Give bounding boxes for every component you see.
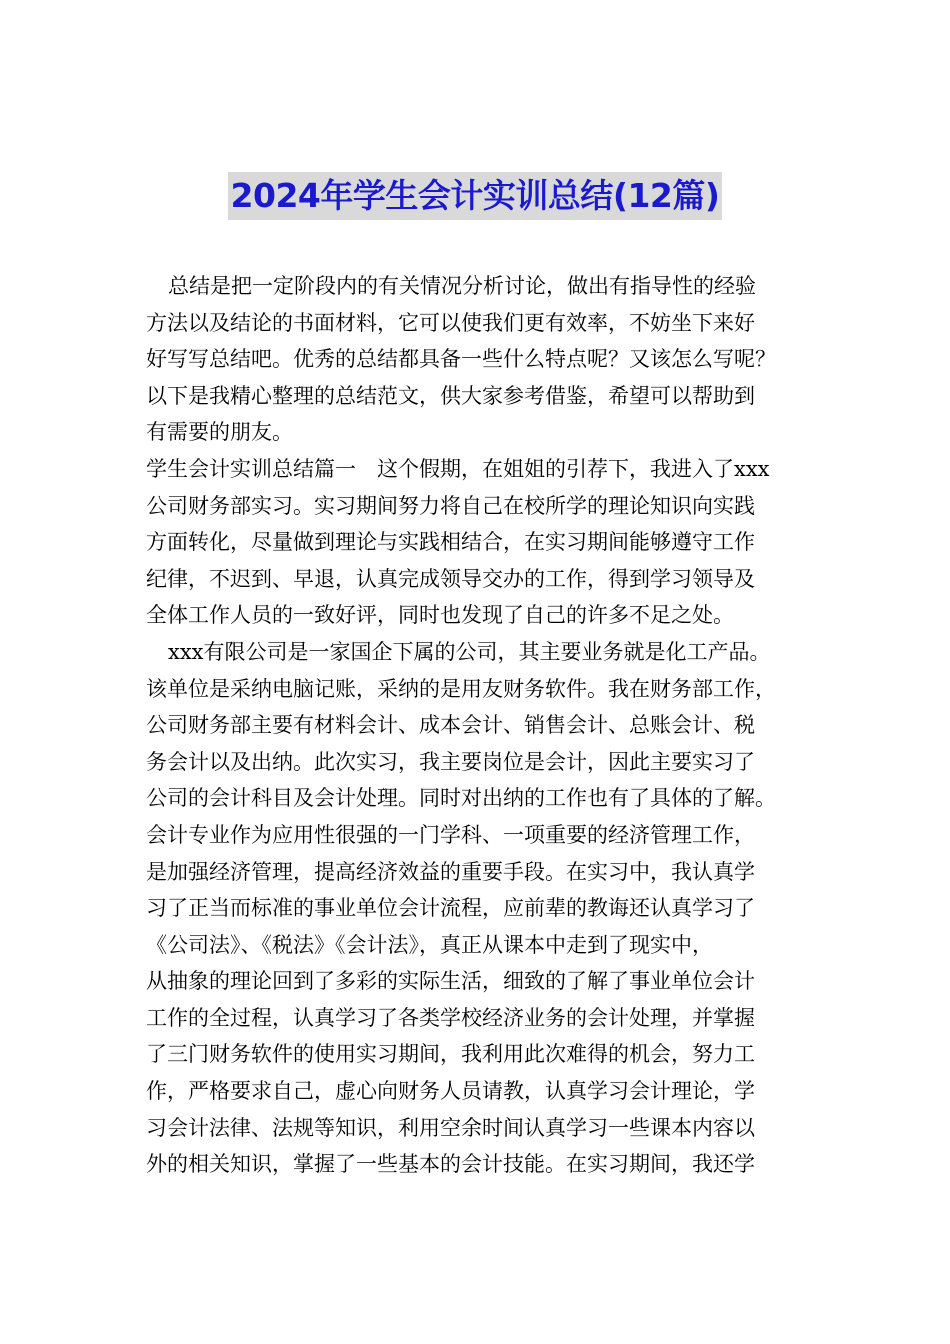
body-line: 该单位是采纳电脑记账，采纳的是用友财务软件。我在财务部工作， (146, 676, 776, 701)
body-line: 好写写总结吧。优秀的总结都具备一些什么特点呢？又该怎么写呢？ (146, 347, 776, 372)
document-title: 2024年学生会计实训总结(12篇) (228, 172, 723, 220)
body-line: 以下是我精心整理的总结范文，供大家参考借鉴，希望可以帮助到 (146, 383, 755, 408)
body-line: 会计专业作为应用性很强的一门学科、一项重要的经济管理工作， (146, 822, 755, 847)
title-container (0, 172, 950, 220)
body-line: 总结是把一定阶段内的有关情况分析讨论，做出有指导性的经验 (168, 274, 756, 298)
body-line: 外的相关知识，掌握了一些基本的会计技能。在实习期间，我还学 (146, 1152, 755, 1177)
body-line: 习了正当而标准的事业单位会计流程，应前辈的教诲还认真学习了 (146, 896, 755, 921)
body-line: 是加强经济管理，提高经济效益的重要手段。在实习中，我认真学 (146, 859, 755, 884)
body-line: 方面转化，尽量做到理论与实践相结合，在实习期间能够遵守工作 (146, 530, 755, 555)
body-line: 工作的全过程，认真学习了各类学校经济业务的会计处理，并掌握 (146, 1005, 755, 1030)
body-line: 公司财务部实习。实习期间努力将自己在校所学的理论知识向实践 (146, 493, 755, 518)
body-line: 《公司法》、《税法》《会计法》，真正从课本中走到了现实中， (146, 932, 713, 957)
body-line: 从抽象的理论回到了多彩的实际生活，细致的了解了事业单位会计 (146, 969, 755, 994)
body-line: 全体工作人员的一致好评，同时也发现了自己的许多不足之处。 (146, 603, 734, 628)
body-line: 了三门财务软件的使用实习期间，我利用此次难得的机会，努力工 (146, 1042, 755, 1067)
body-line: 公司的会计科目及会计处理。同时对出纳的工作也有了具体的了解。 (146, 786, 776, 811)
body-line: xxx有限公司是一家国企下属的公司，其主要业务就是化工产品。 (168, 639, 771, 664)
body-line: 学生会计实训总结篇一 这个假期，在姐姐的引荐下，我进入了xxx (146, 456, 770, 481)
body-line: 方法以及结论的书面材料，它可以使我们更有效率，不妨坐下来好 (146, 310, 755, 335)
body-line: 务会计以及出纳。此次实习，我主要岗位是会计，因此主要实习了 (146, 749, 755, 774)
body-line: 习会计法律、法规等知识，利用空余时间认真学习一些课本内容以 (146, 1115, 755, 1140)
body-line: 作，严格要求自己，虚心向财务人员请教，认真学习会计理论，学 (146, 1079, 755, 1104)
body-line: 有需要的朋友。 (146, 420, 293, 445)
body-line: 公司财务部主要有材料会计、成本会计、销售会计、总账会计、税 (146, 713, 755, 738)
document-body (146, 268, 814, 1183)
body-line: 纪律，不迟到、早退，认真完成领导交办的工作，得到学习领导及 (146, 566, 755, 591)
